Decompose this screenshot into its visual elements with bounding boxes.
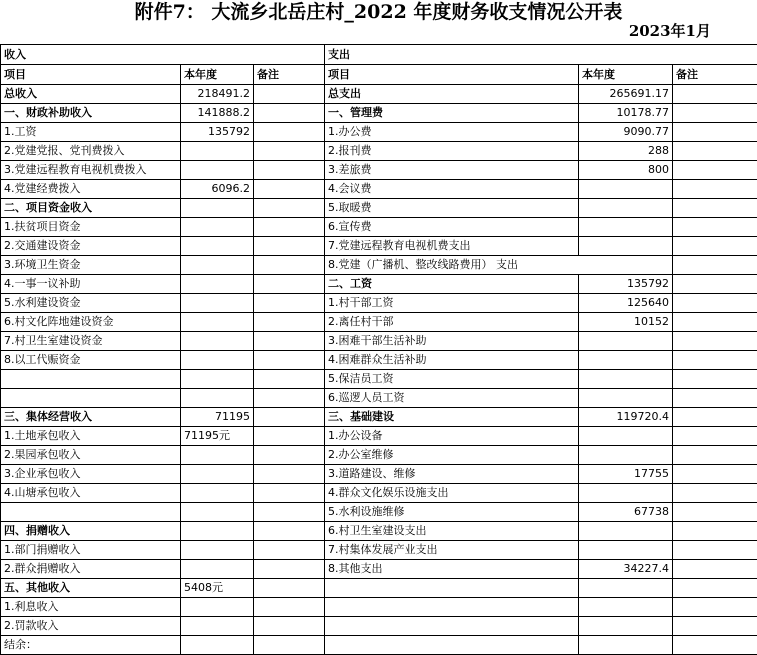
expense-note	[673, 218, 757, 237]
table-row	[1, 617, 757, 636]
income-amount	[181, 541, 254, 560]
expense-item: 6.宣传费	[325, 218, 579, 237]
expense-amount: 10152	[579, 313, 673, 332]
expense-item: 一、管理费	[325, 104, 579, 123]
income-note	[254, 579, 325, 598]
table-row	[1, 294, 757, 313]
expense-note	[673, 427, 757, 446]
expense-item: 二、工资	[325, 275, 579, 294]
income-note	[254, 218, 325, 237]
expense-amount: 17755	[579, 465, 673, 484]
expense-amount: 34227.4	[579, 560, 673, 579]
table-row	[1, 85, 757, 104]
income-item: 结余：	[1, 636, 181, 655]
expense-note	[673, 636, 757, 655]
income-note	[254, 256, 325, 275]
expense-amount: 67738	[579, 503, 673, 522]
expense-note	[673, 484, 757, 503]
income-amount	[181, 522, 254, 541]
income-note	[254, 351, 325, 370]
expense-note	[673, 313, 757, 332]
income-note	[254, 199, 325, 218]
expense-note	[673, 142, 757, 161]
expense-item: 1.办公费	[325, 123, 579, 142]
expense-amount	[579, 541, 673, 560]
income-item: 2.果园承包收入	[1, 446, 181, 465]
income-amount	[181, 294, 254, 313]
income-note	[254, 180, 325, 199]
expense-amount	[579, 427, 673, 446]
expense-amount	[579, 370, 673, 389]
income-item: 8.以工代赈资金	[1, 351, 181, 370]
expense-item: 2.报刊费	[325, 142, 579, 161]
expense-item: 8.党建（广播机、整改线路费用） 支出	[325, 256, 673, 275]
income-note	[254, 598, 325, 617]
expense-note	[673, 598, 757, 617]
income-note	[254, 484, 325, 503]
income-note	[254, 161, 325, 180]
report-date: 2023年1月	[629, 21, 711, 41]
income-amount	[181, 256, 254, 275]
expense-note	[673, 541, 757, 560]
income-note	[254, 427, 325, 446]
expense-note	[673, 370, 757, 389]
income-item: 4.山塘承包收入	[1, 484, 181, 503]
income-amount	[181, 560, 254, 579]
table-row	[1, 465, 757, 484]
income-note	[254, 332, 325, 351]
expense-amount	[579, 484, 673, 503]
expense-amount	[579, 522, 673, 541]
income-note	[254, 142, 325, 161]
income-item	[1, 389, 181, 408]
expense-item: 总支出	[325, 85, 579, 104]
income-amount	[181, 598, 254, 617]
table-row	[1, 389, 757, 408]
income-amount	[181, 142, 254, 161]
expense-item: 4.群众文化娱乐设施支出	[325, 484, 579, 503]
table-row	[1, 484, 757, 503]
expense-amount	[579, 237, 673, 256]
income-amount	[181, 351, 254, 370]
expense-item: 6.村卫生室建设支出	[325, 522, 579, 541]
income-note	[254, 617, 325, 636]
expense-note	[673, 85, 757, 104]
table-row	[1, 256, 757, 275]
income-amount: 71195	[181, 408, 254, 427]
income-item-header: 项目	[1, 65, 181, 85]
table-row	[1, 408, 757, 427]
income-amount	[181, 237, 254, 256]
expense-item: 7.党建远程教育电视机费支出	[325, 237, 579, 256]
income-note	[254, 85, 325, 104]
table-row	[1, 332, 757, 351]
income-note	[254, 541, 325, 560]
income-note	[254, 294, 325, 313]
income-note	[254, 389, 325, 408]
expense-amount: 119720.4	[579, 408, 673, 427]
expense-note	[673, 256, 757, 275]
expense-item: 5.水利设施维修	[325, 503, 579, 522]
income-note	[254, 123, 325, 142]
page-title: 附件7： 大流乡北岳庄村_2022 年度财务收支情况公开表	[0, 0, 757, 24]
table-row	[1, 370, 757, 389]
column-header-row	[1, 65, 757, 85]
expense-item: 8.其他支出	[325, 560, 579, 579]
section-header-row	[1, 45, 757, 65]
expense-note	[673, 275, 757, 294]
income-item: 1.土地承包收入	[1, 427, 181, 446]
expense-note	[673, 522, 757, 541]
expense-note	[673, 408, 757, 427]
expense-note	[673, 294, 757, 313]
expense-amount	[579, 180, 673, 199]
table-row	[1, 199, 757, 218]
expense-note	[673, 465, 757, 484]
income-amount: 71195元	[181, 427, 254, 446]
income-item: 1.部门捐赠收入	[1, 541, 181, 560]
income-amount	[181, 313, 254, 332]
income-item: 4.党建经费拨入	[1, 180, 181, 199]
table-row	[1, 560, 757, 579]
income-item: 2.罚款收入	[1, 617, 181, 636]
table-row	[1, 104, 757, 123]
expense-item: 3.困难干部生活补助	[325, 332, 579, 351]
expense-item-header: 项目	[325, 65, 579, 85]
income-amount	[181, 636, 254, 655]
income-amount	[181, 389, 254, 408]
expense-item: 7.村集体发展产业支出	[325, 541, 579, 560]
expense-item	[325, 636, 579, 655]
expense-note	[673, 332, 757, 351]
finance-table	[0, 44, 757, 655]
table-row	[1, 142, 757, 161]
income-item: 1.工资	[1, 123, 181, 142]
income-amount	[181, 161, 254, 180]
table-row	[1, 541, 757, 560]
expense-amount-header: 本年度	[579, 65, 673, 85]
expense-item: 2.办公室维修	[325, 446, 579, 465]
income-amount	[181, 465, 254, 484]
table-row	[1, 275, 757, 294]
income-item: 5.水利建设资金	[1, 294, 181, 313]
income-item: 一、财政补助收入	[1, 104, 181, 123]
table-row	[1, 636, 757, 655]
income-item: 2.交通建设资金	[1, 237, 181, 256]
income-amount: 218491.2	[181, 85, 254, 104]
expense-note	[673, 560, 757, 579]
income-item: 三、集体经营收入	[1, 408, 181, 427]
expense-amount	[579, 636, 673, 655]
expense-amount	[579, 389, 673, 408]
expense-item: 4.困难群众生活补助	[325, 351, 579, 370]
table-row	[1, 427, 757, 446]
table-row	[1, 313, 757, 332]
income-note	[254, 408, 325, 427]
income-item: 4.一事一议补助	[1, 275, 181, 294]
expense-note	[673, 446, 757, 465]
table-row	[1, 522, 757, 541]
income-item: 二、项目资金收入	[1, 199, 181, 218]
expense-item	[325, 617, 579, 636]
income-item: 五、其他收入	[1, 579, 181, 598]
income-note	[254, 275, 325, 294]
income-item: 7.村卫生室建设资金	[1, 332, 181, 351]
table-row	[1, 351, 757, 370]
income-note	[254, 503, 325, 522]
income-header: 收入	[1, 45, 325, 65]
expense-item: 1.办公设备	[325, 427, 579, 446]
expense-amount	[579, 351, 673, 370]
expense-item: 2.离任村干部	[325, 313, 579, 332]
income-amount	[181, 332, 254, 351]
income-note	[254, 446, 325, 465]
income-item: 四、捐赠收入	[1, 522, 181, 541]
expense-amount: 9090.77	[579, 123, 673, 142]
expense-item: 4.会议费	[325, 180, 579, 199]
income-item: 6.村文化阵地建设资金	[1, 313, 181, 332]
income-item: 总收入	[1, 85, 181, 104]
income-amount	[181, 199, 254, 218]
income-amount	[181, 484, 254, 503]
expense-item: 1.村干部工资	[325, 294, 579, 313]
income-amount	[181, 617, 254, 636]
income-note	[254, 465, 325, 484]
table-row	[1, 237, 757, 256]
income-note-header: 备注	[254, 65, 325, 85]
income-note	[254, 370, 325, 389]
expense-item: 5.取暖费	[325, 199, 579, 218]
income-amount	[181, 370, 254, 389]
expense-amount	[579, 598, 673, 617]
expense-amount: 265691.17	[579, 85, 673, 104]
table-row	[1, 503, 757, 522]
income-amount-header: 本年度	[181, 65, 254, 85]
income-item	[1, 503, 181, 522]
expense-amount: 800	[579, 161, 673, 180]
income-item: 3.企业承包收入	[1, 465, 181, 484]
table-row	[1, 446, 757, 465]
income-item: 3.环境卫生资金	[1, 256, 181, 275]
expense-amount	[579, 199, 673, 218]
income-amount: 141888.2	[181, 104, 254, 123]
expense-note	[673, 180, 757, 199]
table-row	[1, 218, 757, 237]
income-item: 3.党建远程教育电视机费拨入	[1, 161, 181, 180]
expense-amount	[579, 332, 673, 351]
income-amount	[181, 218, 254, 237]
table-row	[1, 161, 757, 180]
expense-item	[325, 579, 579, 598]
expense-item	[325, 598, 579, 617]
income-note	[254, 237, 325, 256]
income-note	[254, 636, 325, 655]
expense-note	[673, 389, 757, 408]
expense-note	[673, 351, 757, 370]
expense-item: 6.巡逻人员工资	[325, 389, 579, 408]
table-row	[1, 123, 757, 142]
income-item	[1, 370, 181, 389]
expense-note	[673, 237, 757, 256]
expense-note	[673, 579, 757, 598]
income-amount	[181, 446, 254, 465]
expense-amount	[579, 218, 673, 237]
expense-header: 支出	[325, 45, 757, 65]
expense-note	[673, 503, 757, 522]
income-item: 1.扶贫项目资金	[1, 218, 181, 237]
expense-note	[673, 617, 757, 636]
table-row	[1, 180, 757, 199]
expense-amount	[579, 446, 673, 465]
income-item: 2.党建党报、党刊费拨入	[1, 142, 181, 161]
income-amount: 5408元	[181, 579, 254, 598]
income-amount: 6096.2	[181, 180, 254, 199]
table-row	[1, 579, 757, 598]
income-item: 2.群众捐赠收入	[1, 560, 181, 579]
expense-note	[673, 104, 757, 123]
expense-amount	[579, 617, 673, 636]
income-item: 1.利息收入	[1, 598, 181, 617]
expense-amount: 125640	[579, 294, 673, 313]
expense-amount	[579, 579, 673, 598]
income-note	[254, 313, 325, 332]
expense-note	[673, 123, 757, 142]
expense-amount: 135792	[579, 275, 673, 294]
expense-note	[673, 161, 757, 180]
expense-amount: 10178.77	[579, 104, 673, 123]
expense-item: 3.差旅费	[325, 161, 579, 180]
expense-item: 5.保洁员工资	[325, 370, 579, 389]
expense-amount: 288	[579, 142, 673, 161]
expense-note	[673, 199, 757, 218]
income-amount	[181, 503, 254, 522]
income-note	[254, 522, 325, 541]
expense-item: 三、基础建设	[325, 408, 579, 427]
income-note	[254, 560, 325, 579]
expense-item: 3.道路建设、维修	[325, 465, 579, 484]
income-note	[254, 104, 325, 123]
expense-note-header: 备注	[673, 65, 757, 85]
income-amount	[181, 275, 254, 294]
table-row	[1, 598, 757, 617]
income-amount: 135792	[181, 123, 254, 142]
